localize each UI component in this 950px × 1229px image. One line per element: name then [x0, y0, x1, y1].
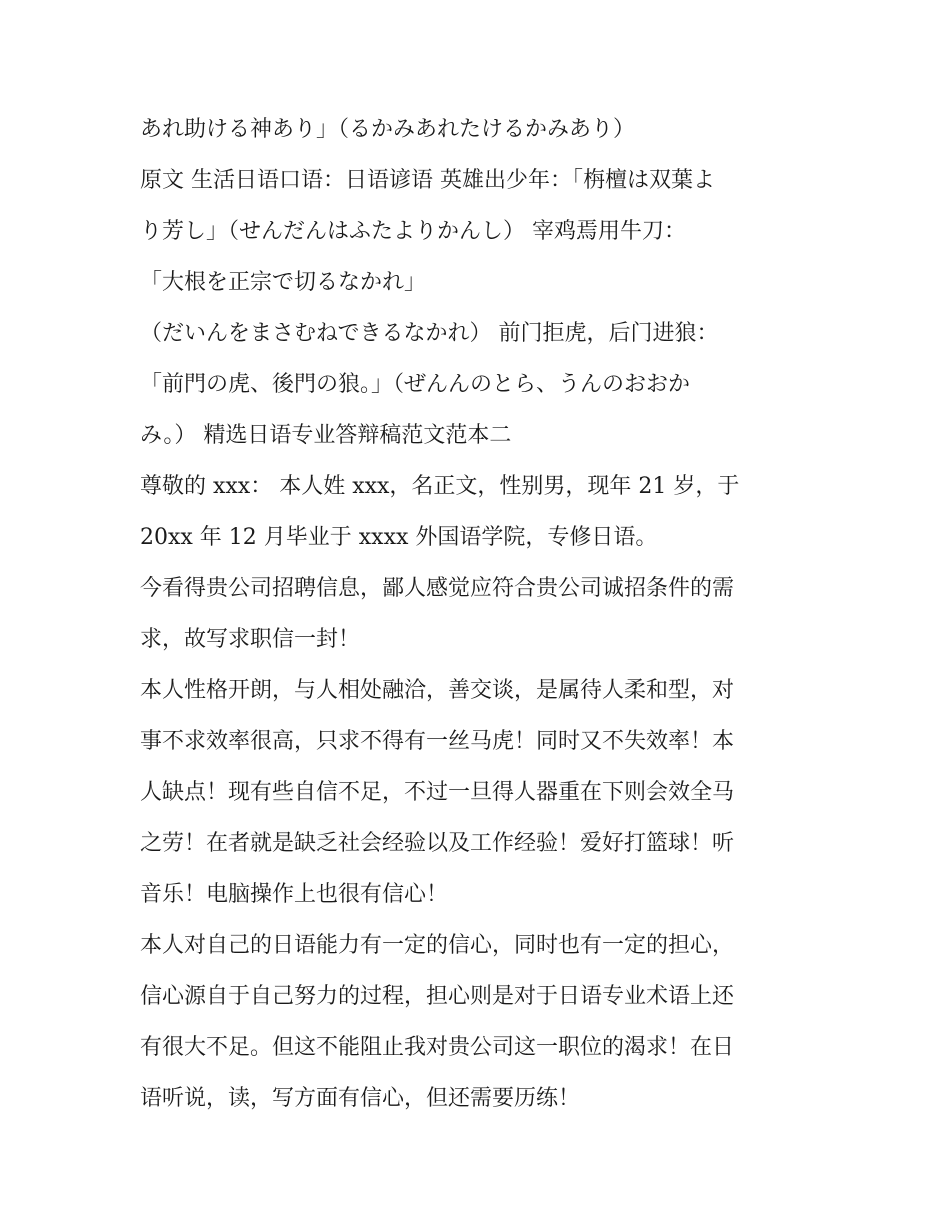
text-line: 尊敬的 xxx： 本人姓 xxx，名正文，性别男，现年 21 岁，于 [140, 474, 740, 499]
text-line: り芳し」（せんだんはふたよりかんし） 宰鸡焉用牛刀： [140, 219, 686, 244]
text-line: 「前門の虎、後門の狼。」（ぜんんのとら、うんのおおか [140, 372, 691, 397]
text-line: み。） 精选日语专业答辩稿范文范本二 [140, 423, 512, 448]
text-line: 信心源自于自己努力的过程，担心则是对于日语专业术语上还 [140, 984, 735, 1009]
text-line: 之劳！在者就是缺乏社会经验以及工作经验！爱好打篮球！听 [140, 831, 735, 856]
document-body [140, 104, 820, 1124]
text-line: 音乐！电脑操作上也很有信心！ [140, 882, 449, 907]
text-line: 人缺点！现有些自信不足，不过一旦得人器重在下则会效全马 [140, 780, 735, 805]
text-line: 求，故写求职信一封！ [140, 627, 361, 652]
text-line: あれ助ける神あり」（るかみあれたけるかみあり） [140, 117, 636, 142]
text-line: 本人性格开朗，与人相处融洽，善交谈，是属待人柔和型，对 [140, 678, 735, 703]
text-line: 事不求效率很高，只求不得有一丝马虎！同时又不失效率！本 [140, 729, 735, 754]
text-line: 「大根を正宗で切るなかれ」 [140, 270, 427, 295]
text-line: 今看得贵公司招聘信息，鄙人感觉应符合贵公司诚招条件的需 [140, 576, 735, 601]
text-line: 本人对自己的日语能力有一定的信心，同时也有一定的担心， [140, 933, 735, 958]
text-line: （だいんをまさむねできるなかれ） 前门拒虎，后门进狼： [140, 321, 719, 346]
text-line: 语听说，读，写方面有信心，但还需要历练！ [140, 1086, 581, 1111]
text-line: 20xx 年 12 月毕业于 xxxx 外国语学院，专修日语。 [140, 525, 658, 550]
text-line: 原文 生活日语口语：日语谚语 英雄出少年：「栴檀は双葉よ [140, 168, 715, 193]
text-line: 有很大不足。但这不能阻止我对贵公司这一职位的渴求！在日 [140, 1035, 735, 1060]
